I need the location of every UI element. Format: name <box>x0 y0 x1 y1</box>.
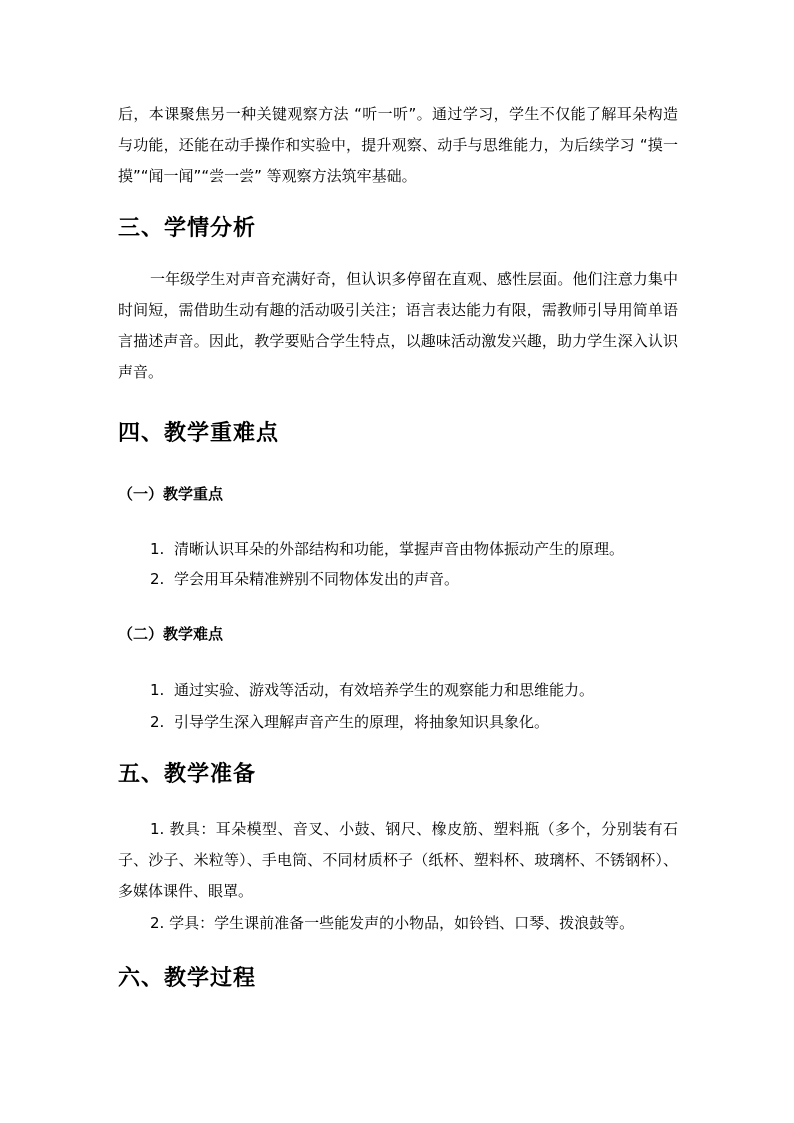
list-text: 学具：学生课前准备一些能发声的小物品，如铃铛、口琴、拨浪鼓等。 <box>169 914 635 932</box>
list-item <box>150 567 680 591</box>
list-item <box>150 710 680 734</box>
list-item <box>150 537 680 561</box>
preparation-item <box>118 908 678 939</box>
subheading-key-points: （一）教学重点 <box>118 485 224 503</box>
list-text: 引导学生深入理解声音产生的原理，将抽象知识具象化。 <box>174 713 550 731</box>
list-number: 2. <box>150 570 165 588</box>
intro-paragraph: 后，本课聚焦另一种关键观察方法 “听一听”。通过学习，学生不仅能了解耳朵构造与功能，还能在动手操作和实验中，提升观察、动手与思维能力，为后续学习 “摸一摸”“闻一闻”“尝一尝” 等观察方法筑牢基础。 <box>118 105 678 185</box>
preparation-item <box>118 814 678 907</box>
list-number: 1. <box>150 681 165 699</box>
list-number: 1. <box>150 540 165 558</box>
section-heading-learner-analysis: 三、学情分析 <box>118 216 257 241</box>
learner-analysis-paragraph: 一年级学生对声音充满好奇，但认识多停留在直观、感性层面。他们注意力集中时间短，需借助生动有趣的活动吸引关注；语言表达能力有限，需教师引导用简单语言描述声音。因此，教学要贴合学生特点，以趣味活动激发兴趣，助力学生深入认识声音。 <box>118 270 678 381</box>
section-heading-key-points: 四、教学重难点 <box>118 421 280 446</box>
list-text: 教具：耳朵模型、音叉、小鼓、钢尺、橡皮筋、塑料瓶（多个，分别装有石子、沙子、米粒等）、手电筒、不同材质杯子（纸杯、塑料杯、玻璃杯、不锈钢杯）、多媒体课件、眼罩。 <box>118 820 678 900</box>
section-heading-preparation: 五、教学准备 <box>118 762 257 787</box>
section-heading-teaching-process: 六、教学过程 <box>118 966 257 991</box>
list-text: 学会用耳朵精准辨别不同物体发出的声音。 <box>174 570 460 588</box>
list-text: 清晰认识耳朵的外部结构和功能，掌握声音由物体振动产生的原理。 <box>174 540 625 558</box>
list-number: 2. <box>150 713 165 731</box>
subheading-difficult-points: （二）教学难点 <box>118 625 224 643</box>
list-text: 通过实验、游戏等活动，有效培养学生的观察能力和思维能力。 <box>174 681 595 699</box>
list-number: 1. <box>150 820 165 838</box>
list-number: 2. <box>150 914 165 932</box>
list-item <box>150 678 680 702</box>
